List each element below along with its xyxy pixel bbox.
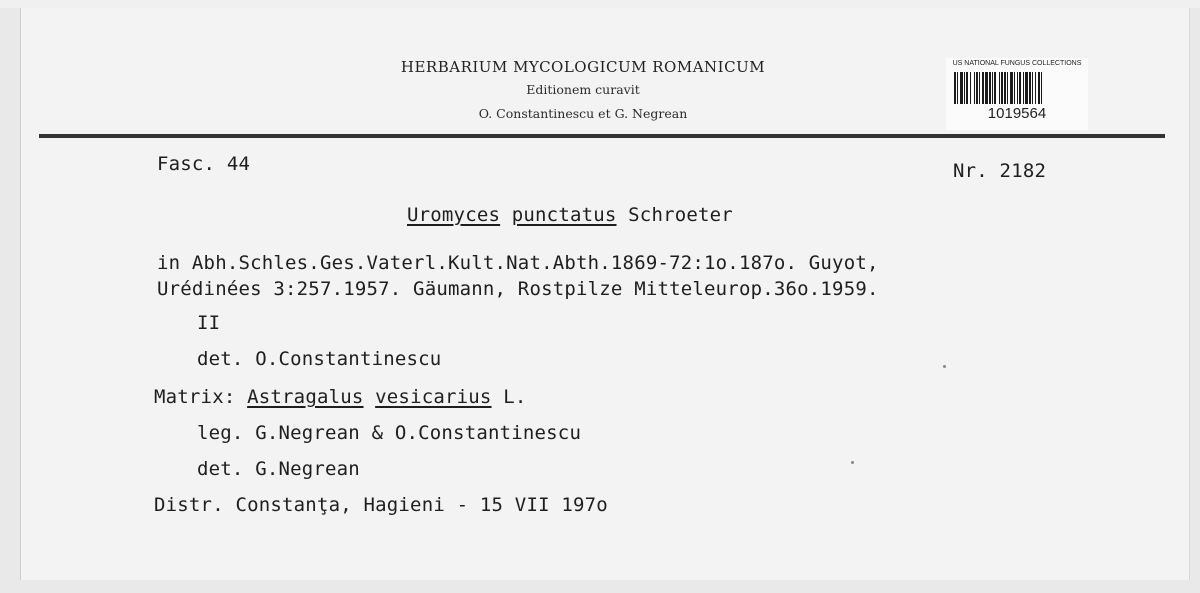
barcode-bar bbox=[1017, 72, 1018, 104]
barcode-bar bbox=[966, 72, 968, 104]
barcode-bar bbox=[1025, 72, 1028, 104]
barcode-bar bbox=[1035, 72, 1036, 104]
barcode-bar bbox=[974, 72, 975, 104]
barcode-bar bbox=[989, 72, 991, 104]
paper-speck bbox=[943, 365, 946, 368]
barcode-icon bbox=[954, 72, 1080, 104]
herbarium-subtitle: Editionem curavit bbox=[526, 82, 640, 97]
barcode-bar bbox=[999, 72, 1000, 104]
barcode-bar bbox=[957, 72, 958, 104]
matrix-line bbox=[154, 386, 526, 408]
specimen-label bbox=[20, 8, 1190, 580]
label-header bbox=[21, 8, 1189, 136]
host-genus: Astragalus bbox=[247, 386, 364, 408]
barcode-bar bbox=[1007, 72, 1008, 104]
host-author: L. bbox=[503, 386, 527, 408]
barcode-bar bbox=[960, 72, 963, 104]
barcode-bar bbox=[985, 72, 988, 104]
top-edge bbox=[0, 0, 1200, 8]
barcode-bar bbox=[979, 72, 980, 104]
barcode-bar bbox=[1004, 72, 1006, 104]
barcode-bar bbox=[1041, 72, 1042, 104]
barcode-bar bbox=[1001, 72, 1003, 104]
barcode-bar bbox=[1023, 72, 1024, 104]
barcode-bar bbox=[1032, 72, 1033, 104]
barcode-number: 1019564 bbox=[987, 105, 1047, 122]
fascicle: Fasc. 44 bbox=[157, 153, 251, 175]
herbarium-title: HERBARIUM MYCOLOGICUM ROMANICUM bbox=[400, 58, 766, 76]
barcode-collection-name: US NATIONAL FUNGUS COLLECTIONS bbox=[952, 60, 1082, 67]
exsiccata-number: Nr. 2182 bbox=[953, 160, 1047, 182]
species-author: Schroeter bbox=[628, 204, 733, 226]
barcode-bar bbox=[1029, 72, 1031, 104]
spore-stage: II bbox=[197, 312, 221, 334]
paper-speck bbox=[851, 461, 854, 464]
determiner-2: det. G.Negrean bbox=[197, 458, 360, 480]
barcode-bar bbox=[1038, 72, 1040, 104]
header-rule bbox=[39, 134, 1165, 138]
citation-line-2: Urédinées 3:257.1957. Gäumann, Rostpilze Mitteleurop.36o.1959. bbox=[157, 278, 879, 300]
barcode-bar bbox=[994, 72, 996, 104]
barcode-bar bbox=[982, 72, 984, 104]
species-name bbox=[407, 204, 733, 226]
herbarium-editors: O. Constantinescu et G. Negrean bbox=[478, 106, 688, 121]
host-epithet: vesicarius bbox=[375, 386, 492, 408]
barcode-bar bbox=[1014, 72, 1015, 104]
citation-line-1: in Abh.Schles.Ges.Vaterl.Kult.Nat.Abth.1869-72:1o.187o. Guyot, bbox=[157, 252, 879, 274]
matrix-label: Matrix: bbox=[154, 386, 236, 408]
barcode-bar bbox=[954, 72, 956, 104]
barcode-bar bbox=[1010, 72, 1013, 104]
barcode-bar bbox=[992, 72, 993, 104]
barcode-bar bbox=[976, 72, 978, 104]
barcode-bar bbox=[970, 72, 971, 104]
distribution: Distr. Constanţa, Hagieni - 15 VII 197o bbox=[154, 494, 608, 516]
barcode-label bbox=[946, 58, 1088, 130]
determiner-1: det. O.Constantinescu bbox=[197, 348, 442, 370]
species-genus: Uromyces bbox=[407, 204, 501, 226]
barcode-bar bbox=[1019, 72, 1021, 104]
collectors: leg. G.Negrean & O.Constantinescu bbox=[197, 422, 582, 444]
species-epithet: punctatus bbox=[511, 204, 617, 226]
barcode-bar bbox=[964, 72, 965, 104]
